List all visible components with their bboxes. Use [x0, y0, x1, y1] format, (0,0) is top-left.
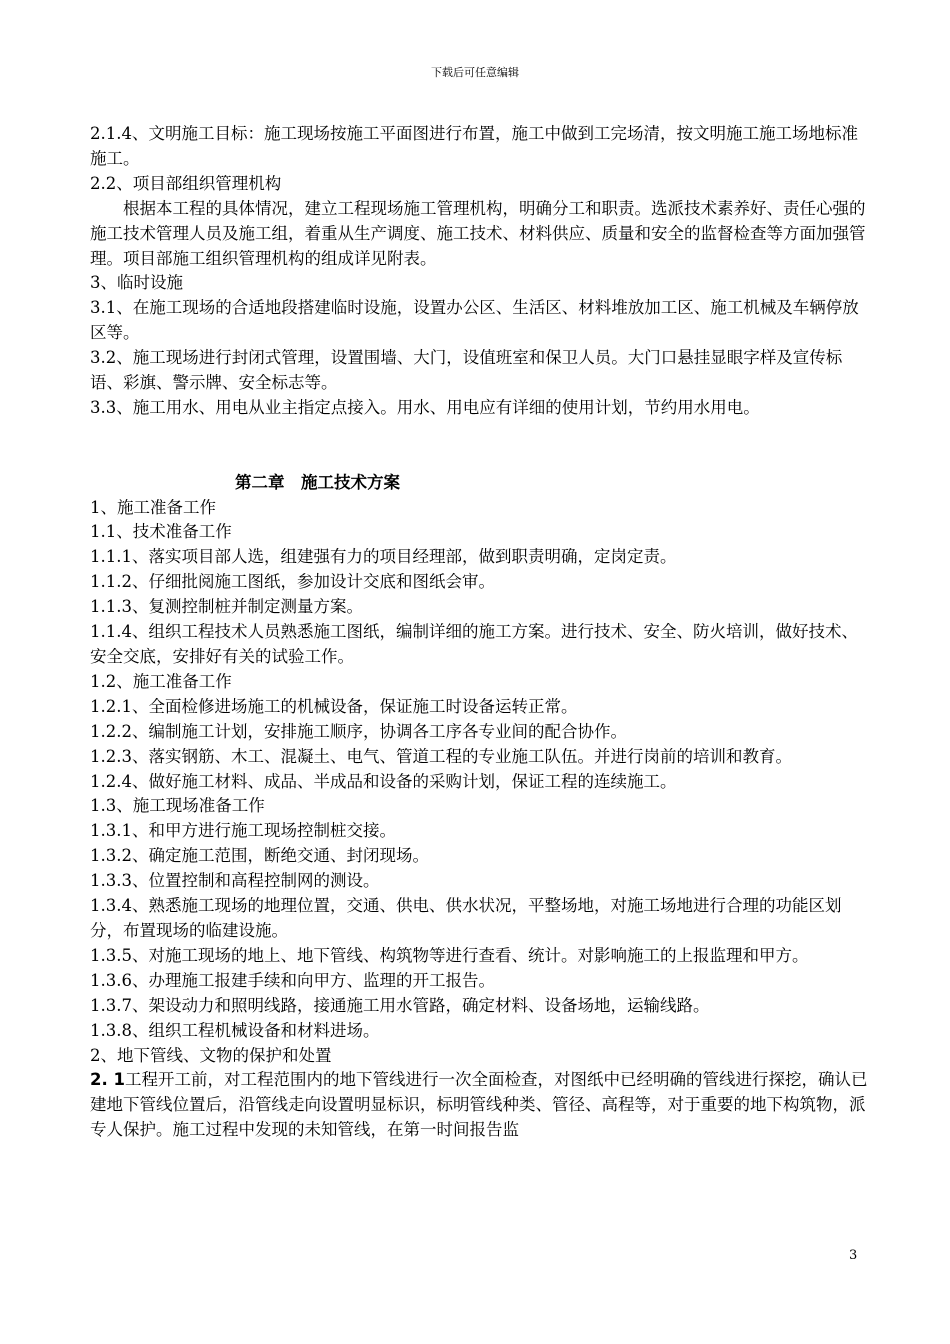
- list-item: 1.3.8、组织工程机械设备和材料进场。: [90, 1020, 380, 1040]
- list-item: 1.2.2、编制施工计划，安排施工顺序，协调各工序各专业间的配合协作。: [90, 721, 627, 741]
- section-heading: 2、地下管线、文物的保护和处置: [90, 1045, 332, 1065]
- list-item: 1.2.1、全面检修进场施工的机械设备，保证施工时设备运转正常。: [90, 696, 578, 716]
- list-item: 1.3.3、位置控制和高程控制网的测设。: [90, 871, 380, 891]
- list-item: 1.1.3、复测控制桩并制定测量方案。: [90, 597, 363, 617]
- page-header: 下载后可任意编辑: [431, 66, 519, 79]
- list-item: 1.3.5、对施工现场的地上、地下管线、构筑物等进行查看、统计。对影响施工的上报监理和甲方。: [90, 945, 809, 965]
- section-heading: 1、施工准备工作: [90, 497, 216, 517]
- section-heading: 2.2、项目部组织管理机构: [90, 173, 282, 193]
- paragraph: 3.1、在施工现场的合适地段搭建临时设施，设置办公区、生活区、材料堆放加工区、施工机械及车辆停放区等。: [90, 298, 859, 343]
- list-item: 1.1.1、落实项目部人选，组建强有力的项目经理部，做到职责明确，定岗定责。: [90, 547, 677, 567]
- list-item: 1.2.3、落实钢筋、木工、混凝土、电气、管道工程的专业施工队伍。并进行岗前的培训和教育。: [90, 746, 792, 766]
- paragraph-number: 2. 1: [90, 1070, 125, 1090]
- paragraph-text: 工程开工前，对工程范围内的地下管线进行一次全面检查，对图纸中已经明确的管线进行探挖，确认已建地下管线位置后，沿管线走向设置明显标识，标明管线种类、管径、高程等，对于重要的地下构筑物，派专人保护。施工过程中发现的未知管线，在第一时间报告监: [90, 1070, 868, 1140]
- paragraph: 3.3、施工用水、用电从业主指定点接入。用水、用电应有详细的使用计划，节约用水用电。: [90, 397, 760, 417]
- list-item: 1.3.6、办理施工报建手续和向甲方、监理的开工报告。: [90, 970, 495, 990]
- list-item: 1.3.2、确定施工范围，断绝交通、封闭现场。: [90, 846, 429, 866]
- list-item: 1.3.1、和甲方进行施工现场控制桩交接。: [90, 821, 396, 841]
- paragraph: [90, 1068, 868, 1143]
- list-item: 1.3.4、熟悉施工现场的地理位置，交通、供电、供水状况，平整场地，对施工场地进行合理的功能区划分，布置现场的临建设施。: [90, 896, 842, 940]
- paragraph: 2.1.4、文明施工目标：施工现场按施工平面图进行布置，施工中做到工完场清，按文明施工施工场地标准施工。: [90, 124, 858, 168]
- paragraph: 3.2、施工现场进行封闭式管理，设置围墙、大门，设值班室和保卫人员。大门口悬挂显眼字样及宣传标语、彩旗、警示牌、安全标志等。: [90, 348, 843, 393]
- chapter-title: 第二章 施工技术方案: [235, 472, 400, 492]
- section-heading: 3、临时设施: [90, 273, 183, 293]
- document-body: [90, 122, 868, 1143]
- paragraph: 根据本工程的具体情况，建立工程现场施工管理机构，明确分工和职责。选派技术素养好、责任心强的施工技术管理人员及施工组，着重从生产调度、施工技术、材料供应、质量和安全的监督检查等方面加强管理。项目部施工组织管理机构的组成详见附表。: [90, 198, 866, 268]
- list-item: 1.1.2、仔细批阅施工图纸，参加设计交底和图纸会审。: [90, 572, 495, 592]
- section-heading: 1.2、施工准备工作: [90, 671, 232, 691]
- list-item: 1.3.7、架设动力和照明线路，接通施工用水管路，确定材料、设备场地，运输线路。: [90, 995, 710, 1015]
- section-heading: 1.3、施工现场准备工作: [90, 796, 265, 816]
- list-item: 1.2.4、做好施工材料、成品、半成品和设备的采购计划，保证工程的连续施工。: [90, 771, 677, 791]
- section-heading: 1.1、技术准备工作: [90, 522, 232, 542]
- page-number: 3: [849, 1248, 858, 1263]
- spacer: [90, 421, 868, 471]
- list-item: 1.1.4、组织工程技术人员熟悉施工图纸，编制详细的施工方案。进行技术、安全、防火培训，做好技术、安全交底，安排好有关的试验工作。: [90, 622, 858, 667]
